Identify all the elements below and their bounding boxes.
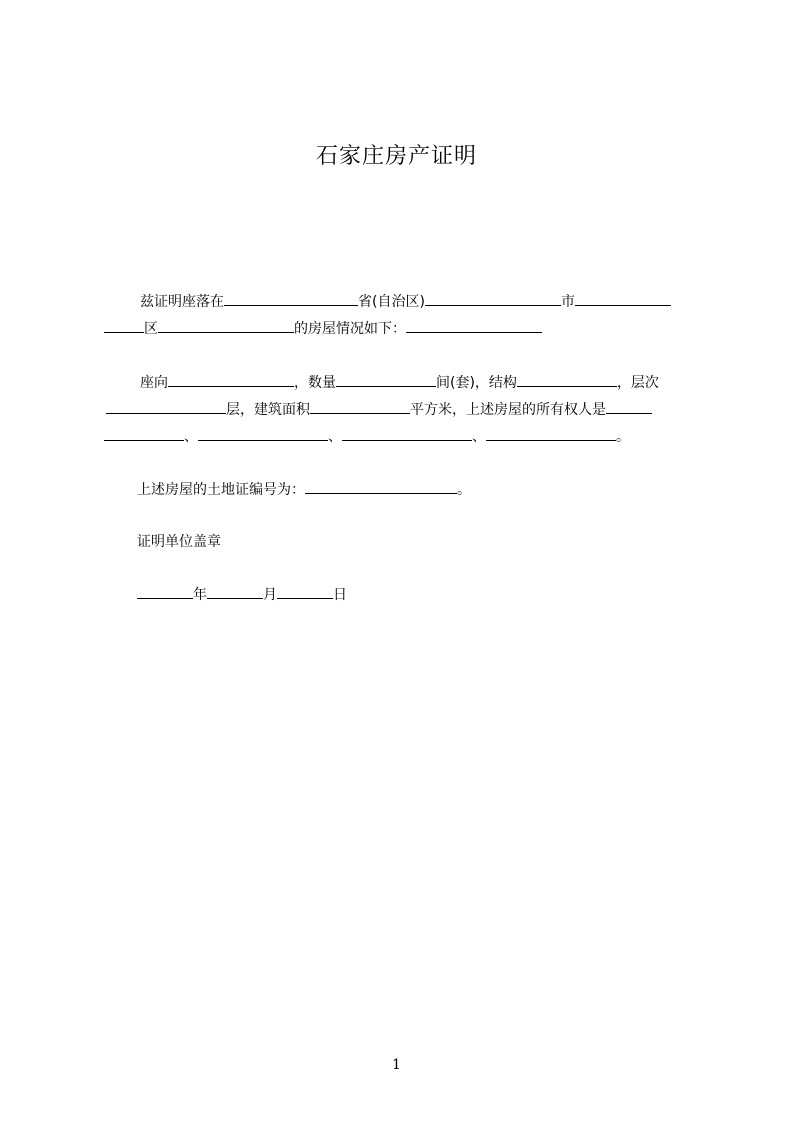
blank-quantity (336, 372, 436, 387)
text-house-intro: 的房屋情况如下： (294, 321, 406, 337)
blank-structure (517, 372, 617, 387)
date-line (137, 584, 347, 605)
document-title: 石家庄房产证明 (315, 144, 477, 169)
blank-location (224, 291, 358, 306)
blank-owner-1-cont (104, 426, 184, 441)
blank-house-info (406, 318, 542, 333)
paragraph-house-line-1 (140, 372, 659, 393)
text-quantity: ，数量 (294, 375, 336, 391)
text-rooms-structure: 间(套)，结构 (436, 375, 517, 391)
blank-owner-2 (198, 426, 328, 441)
page-number: 1 (392, 1057, 401, 1073)
text-location-intro: 兹证明座落在 (140, 294, 224, 310)
paragraph-location-line-2 (104, 318, 542, 339)
text-separator-1: 、 (184, 429, 198, 445)
blank-province (425, 291, 561, 306)
paragraph-house-line-2 (106, 399, 652, 420)
seal-line: 证明单位盖章 (137, 534, 221, 550)
text-period: 。 (616, 429, 630, 445)
blank-month (207, 584, 263, 599)
text-year: 年 (193, 587, 207, 603)
text-province: 省(自治区) (358, 294, 425, 310)
text-day: 日 (333, 587, 347, 603)
text-separator-3: 、 (472, 429, 486, 445)
paragraph-land-certificate (137, 479, 471, 500)
blank-district (158, 318, 294, 333)
blank-year (137, 584, 193, 599)
text-separator-2: 、 (328, 429, 342, 445)
text-floor: ，层次 (616, 375, 659, 391)
blank-floor (106, 399, 226, 414)
blank-land-certificate (305, 479, 457, 494)
blank-owner-3 (342, 426, 472, 441)
blank-day (277, 584, 333, 599)
blank-city (575, 291, 671, 306)
paragraph-house-line-3 (104, 426, 630, 447)
blank-owner-1 (606, 399, 652, 414)
blank-area (310, 399, 410, 414)
blank-orientation (168, 372, 294, 387)
text-area-owner: 平方米，上述房屋的所有权人是 (410, 402, 606, 418)
text-city: 市 (560, 294, 575, 310)
text-district: 区 (144, 321, 158, 337)
text-land-certificate: 上述房屋的土地证编号为： (137, 482, 305, 498)
paragraph-location-line-1 (140, 291, 671, 312)
text-orientation: 座向 (140, 375, 168, 391)
text-floor-area: 层，建筑面积 (226, 402, 310, 418)
blank-owner-4 (486, 426, 616, 441)
text-month: 月 (263, 587, 277, 603)
blank-city-cont (104, 318, 144, 333)
text-period-2: 。 (457, 482, 471, 498)
